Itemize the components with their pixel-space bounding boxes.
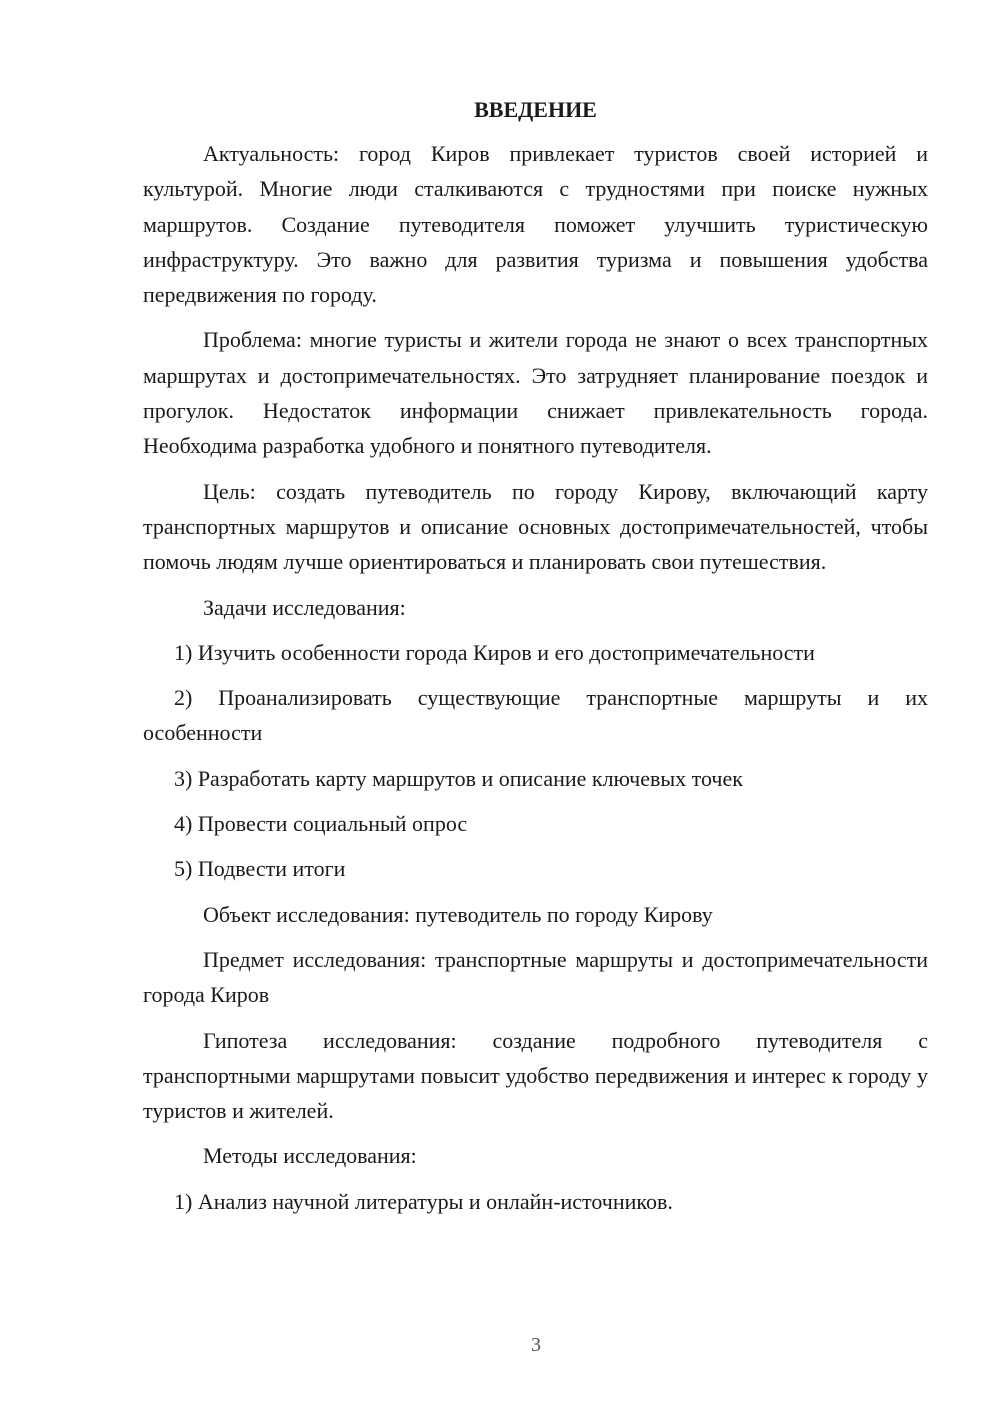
hypothesis-paragraph: Гипотеза исследования: создание подробного путеводителя с транспортными маршрутами повысит удобство передвижения и интерес к городу у туристов и жителей.: [143, 1027, 928, 1124]
relevance-paragraph: Актуальность: город Киров привлекает туристов своей историей и культурой. Многие люди сталкиваются с трудностями при поиске нужных маршрутов. Создание путеводителя поможет улучшить туристическую инфраструктуру. Это важно для развития туризма и повышения удобства передвижения по городу.: [143, 141, 928, 308]
task-item: 4) Провести социальный опрос: [174, 811, 468, 837]
task-item: 2) Проанализировать существующие транспортные маршруты и их особенности: [143, 685, 928, 746]
problem-paragraph: Проблема: многие туристы и жители города не знают о всех транспортных маршрутах и достопримечательностях. Это затрудняет планирование поездок и прогулок. Недостаток информации снижает привлекательность города. Необходима разработка удобного и понятного путеводителя.: [143, 327, 928, 459]
page-title: ВВЕДЕНИЕ: [474, 97, 597, 122]
task-item: 5) Подвести итоги: [174, 856, 346, 882]
object-paragraph: Объект исследования: путеводитель по городу Кирову: [203, 901, 713, 927]
goal-paragraph: Цель: создать путеводитель по городу Кирову, включающий карту транспортных маршрутов и описание основных достопримечательностей, чтобы помочь людям лучше ориентироваться и планировать свои путешествия.: [143, 478, 928, 575]
task-item: 3) Разработать карту маршрутов и описание ключевых точек: [174, 765, 743, 791]
page-number: 3: [531, 1334, 541, 1356]
subject-paragraph: Предмет исследования: транспортные маршруты и достопримечательности города Киров: [143, 946, 928, 1008]
method-item: 1) Анализ научной литературы и онлайн-источников.: [174, 1188, 673, 1214]
methods-heading: Методы исследования:: [203, 1143, 417, 1169]
tasks-heading: Задачи исследования:: [203, 594, 406, 620]
document-page: [143, 92, 928, 1229]
task-item: 1) Изучить особенности города Киров и его достопримечательности: [174, 639, 815, 665]
